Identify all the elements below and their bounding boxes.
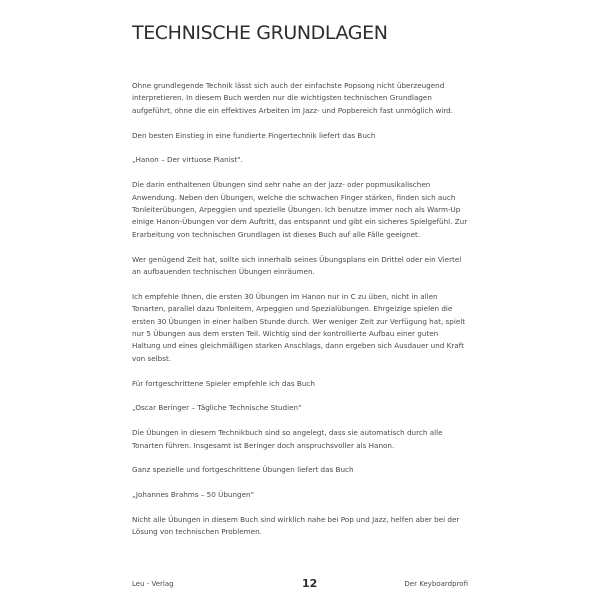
paragraph-intro: Ohne grundlegende Technik lässt sich auch der einfachste Popsong nicht überzeugend interpretieren. In diesem Buch werden nur die wichtigsten technischen Grundlagen aufgeführt, ohne die ein effektives Arbeiten im Jazz- und Popbereich fast unmöglich wird. bbox=[132, 81, 454, 115]
footer-book-title: Der Keyboardprofi bbox=[404, 580, 468, 588]
paragraph-brahms-description: Nicht alle Übungen in diesem Buch sind wirklich nahe bei Pop und Jazz, helfen aber bei der Lösung von technischen Problemen. bbox=[132, 515, 460, 537]
book-title-beringer: „Oscar Beringer – Tägliche Technische Studien" bbox=[132, 403, 302, 413]
footer-publisher: Leu - Verlag bbox=[132, 580, 174, 588]
book-title-brahms: „Johannes Brahms – 50 Übungen" bbox=[132, 490, 254, 500]
paragraph-advanced-intro: Für fortgeschrittene Spieler empfehle ich das Buch bbox=[132, 378, 315, 388]
book-title-hanon: „Hanon – Der virtuose Pianist". bbox=[132, 155, 243, 165]
paragraph-hanon-intro: Den besten Einstieg in eine fundierte Fingertechnik liefert das Buch bbox=[132, 130, 376, 140]
page-title: TECHNISCHE GRUNDLAGEN bbox=[132, 22, 388, 44]
paragraph-practice-time: Wer genügend Zeit hat, sollte sich innerhalb seines Übungsplans ein Drittel oder ein Viertel an aufbauenden technischen Übungen einräumen. bbox=[132, 254, 462, 277]
page-footer bbox=[0, 577, 600, 591]
paragraph-hanon-description: Die darin enthaltenen Übungen sind sehr nahe an der jazz- oder popmusikalischen Anwendung. Neben den Übungen, welche die schwachen Finger stärken, finden sich auch Tonleiterübungen, Arpeggien und spezielle Übungen. Ich benutze immer noch als Warm-Up einige Hanon-Übungen vor dem Auftritt, das entspannt und gibt ein sicheres Spielgefühl. Zur Erarbeitung von technischen Grundlagen ist dieses Buch auf alle Fälle geeignet. bbox=[132, 180, 468, 239]
paragraph-special-intro: Ganz spezielle und fortgeschrittene Übungen liefert das Buch bbox=[132, 465, 354, 475]
body-text bbox=[132, 80, 468, 551]
footer-page-number: 12 bbox=[302, 577, 318, 590]
paragraph-beringer-description: Die Übungen in diesem Technikbuch sind so angelegt, dass sie automatisch durch alle Tonarten führen. Insgesamt ist Beringer doch anspruchsvoller als Hanon. bbox=[132, 428, 443, 450]
paragraph-recommendation: Ich empfehle Ihnen, die ersten 30 Übungen im Hanon nur in C zu üben, nicht in allen Tonarten, parallel dazu Tonleitern, Arpeggien und Spezialübungen. Ehrgeizige spielen die ersten 30 Übungen in einer halben Stunde durch. Wer weniger Zeit zur Verfügung hat, spielt nur 5 Übungen aus dem ersten Teil. Wichtig sind der kontrollierte Aufbau einer guten Haltung und eines gleichmäßigen starken Anschlags, dann ergeben sich Ausdauer und Kraft von selbst. bbox=[132, 291, 466, 363]
